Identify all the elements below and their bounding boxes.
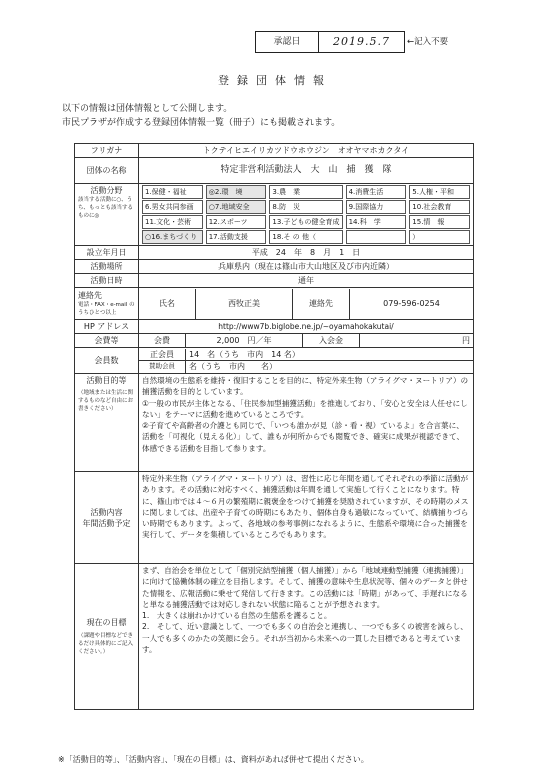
approval-date: 2019.5.7 [333,35,390,48]
field-label: 4.消費生活 [348,188,384,196]
field-mark: ○ [208,203,215,211]
field-label: 5.人権・平和 [412,188,454,196]
founded-label: 設立年月日 [75,246,139,260]
approval-label: 承認日 [256,32,319,52]
field-option[interactable] [142,215,203,229]
field-mark: ○ [145,233,152,241]
field-option[interactable] [206,215,267,229]
support-members-label: 賛助会員 [139,361,186,373]
field-label: 18.そ の 他（ [272,233,317,241]
fields-note: 該当する活動に○、うち、もっとも該当するものに◎ [78,197,134,219]
footnote: ※「活動目的等」、「活動内容」、「現在の目標」は、資料があれば併せて提出ください。 [58,755,369,764]
contact-row [139,289,473,319]
purpose-text-2: ①一般の市民が主体となる、「住民参加型捕獲活動」を推進しており、「安心と安全は人任せにしない」をテーマに活動を進めているところです。 [142,398,468,419]
goals-text: まず、自治会を単位として「個別完結型捕獲（個人捕獲）」から「地域連動型捕獲（連携捕獲）」に向けて協働体制の確立を目指します。そして、捕獲の意味や生息状況等、個々のデータと併せた情報を、広報活動に乗せて発信して行きます。この活動には「時期」があって、手遅れになると単なる捕獲活動では対応しきれない状態に陥ることが予想されます。 [142,566,468,609]
field-option[interactable] [346,215,407,229]
field-option[interactable] [346,200,407,214]
field-option[interactable] [142,200,203,214]
field-option[interactable] [346,230,407,244]
field-mark: ◎ [208,188,215,196]
location-value: 兵庫県内（現在は篠山市大山地区及び市内近隣） [139,260,474,274]
contact-tel-label: 連絡先 [293,289,350,319]
field-label: 3.農 業 [272,188,301,196]
purpose-note: （地域または生活に関するものなど自由にお書きください） [78,390,134,412]
support-members-value: 名（うち 市内 名） [189,362,277,372]
field-label: 1.保健・福祉 [145,188,187,196]
field-option[interactable] [269,200,342,214]
page-title: 登録団体情報 [218,74,332,87]
field-option[interactable] [206,230,267,244]
hp-label: HP アドレス [75,320,139,334]
goals-item-1: 1. 大きくは崩れかけている自然の生態系を護ること。 [142,611,332,621]
goals-item-2: 2. そして、近い意識として、一つでも多くの自治会と連携し、一つでも多くの被害を減らし、一人でも多くのかたの笑顔に会う。それが当初から未来への一貫した目標であると考えています。 [142,622,468,655]
field-label: 15.情 報 [412,218,445,226]
field-label: 6.男女共同参画 [145,203,194,211]
field-label: 17.活動支援 [208,233,248,241]
contact-name: 西牧正美 [196,289,293,319]
content-label-2: 年間活動予定 [82,518,131,528]
org-name-label: 団体の名称 [75,158,139,184]
fee-value: 2,000 円／年 [186,334,303,347]
schedule-label: 活動日時 [75,274,139,288]
content-text: 特定外来生物（アライグマ・ヌートリア）は、習性に応じ年間を通してそれぞれの季節に活動があります。その活動に対応すべく、捕獲活動は年間を通して実施して行くことになります。特に、篠山市では４～６月の繁殖期に親褒金をつけて捕獲を奨励されていますが、その時期のメスに関しましては、出産や子育ての時期にもあたり、個体自身も過敏になっていて、結構捕りづらい時期でもあります。よって、各地域の参考事例になれるように、生態系や環境に合った捕獲を実行して、データを集積しているところでもあります。 [142,474,469,540]
field-option[interactable] [142,185,203,199]
intro-line-1: 以下の情報は団体情報として公開します。 [62,104,233,114]
field-label: 13.子どもの健全育成 [272,218,340,226]
field-label: 14.科 学 [348,218,381,226]
contact-name-label: 氏名 [139,289,196,319]
registration-form [74,143,474,710]
fields-grid [142,185,470,244]
field-label: ） [412,233,420,241]
field-option[interactable] [409,230,470,244]
intro-line-2: 市民プラザが作成する登録団体情報一覧（冊子）にも掲載されます。 [62,118,341,128]
regular-members-value: 14 名（うち 市内 14 名） [189,349,300,359]
furigana-label: フリガナ [75,144,139,158]
entry-fee-value: 円 [462,336,470,345]
field-option[interactable] [346,185,407,199]
regular-members-label: 正会員 [139,349,186,361]
schedule-value: 通年 [139,274,474,288]
field-option[interactable] [409,185,470,199]
purpose-label: 活動目的等 [86,376,127,385]
field-label: 7.地域安全 [214,203,250,211]
members-label: 会員数 [75,348,139,374]
fee-row [139,334,473,347]
contact-label: 連絡先 [78,291,102,300]
field-label: 2.環 境 [214,188,243,196]
purpose-text-3: ②子育てや高齢者の介護とも同じで、「いつも誰かが見（診・看・視）ているよ」を合言葉に、活動を「可視化（見える化）」して、誰もが何所からでも閲覧でき、確実に成果が視認できて、体感できる活動を目指して参ります。 [142,421,465,453]
content-label: 活動内容 [90,507,123,517]
entry-fee-label: 入会金 [303,334,360,347]
field-option[interactable] [206,200,267,214]
furigana-value: トクテイヒエイリカツドウホウジン オオヤマホカクタイ [139,144,474,158]
fee-name: 会費 [139,334,186,347]
field-label: 10.社会教育 [412,203,452,211]
field-option[interactable] [269,230,342,244]
purpose-text-1: 自然環境の生態系を維持・復旧することを目的に、特定外来生物（アライグマ・ヌートリア）の捕獲活動を目的としています。 [142,376,469,397]
org-name-value: 特定非営利活動法人 大 山 捕 獲 隊 [139,158,474,184]
approval-note: ←記入不要 [407,37,449,47]
field-option[interactable] [269,185,342,199]
field-option[interactable] [409,200,470,214]
field-option[interactable] [206,185,267,199]
fee-label: 会費等 [75,334,139,348]
goals-label: 現在の目標 [86,618,127,627]
field-label: 12.スポーツ [208,218,248,226]
field-option[interactable] [142,230,203,244]
field-label: 11.文化・芸術 [145,218,192,226]
field-option[interactable] [269,215,342,229]
field-label: 8.防 災 [272,203,301,211]
members-table [139,349,473,373]
contact-tel: 079-596-0254 [383,299,440,308]
field-option[interactable] [409,215,470,229]
founded-value: 平成 24 年 8 月 1 日 [139,246,474,260]
approval-box [255,31,405,53]
field-label: 9.国際協力 [348,203,384,211]
location-label: 活動場所 [75,260,139,274]
contact-note: 電話・FAX・e-mail のうちひとつ以上 [78,302,135,316]
intro-text [62,102,340,130]
goals-note: （課題や目標などできるだけ具体的にご記入ください。） [78,633,134,655]
hp-url[interactable]: http://www7b.biglobe.ne.jp/~oyamahokakutai/ [139,320,474,334]
fields-label: 活動分野 [90,186,123,195]
field-label: 16.まちづくり [151,233,198,241]
